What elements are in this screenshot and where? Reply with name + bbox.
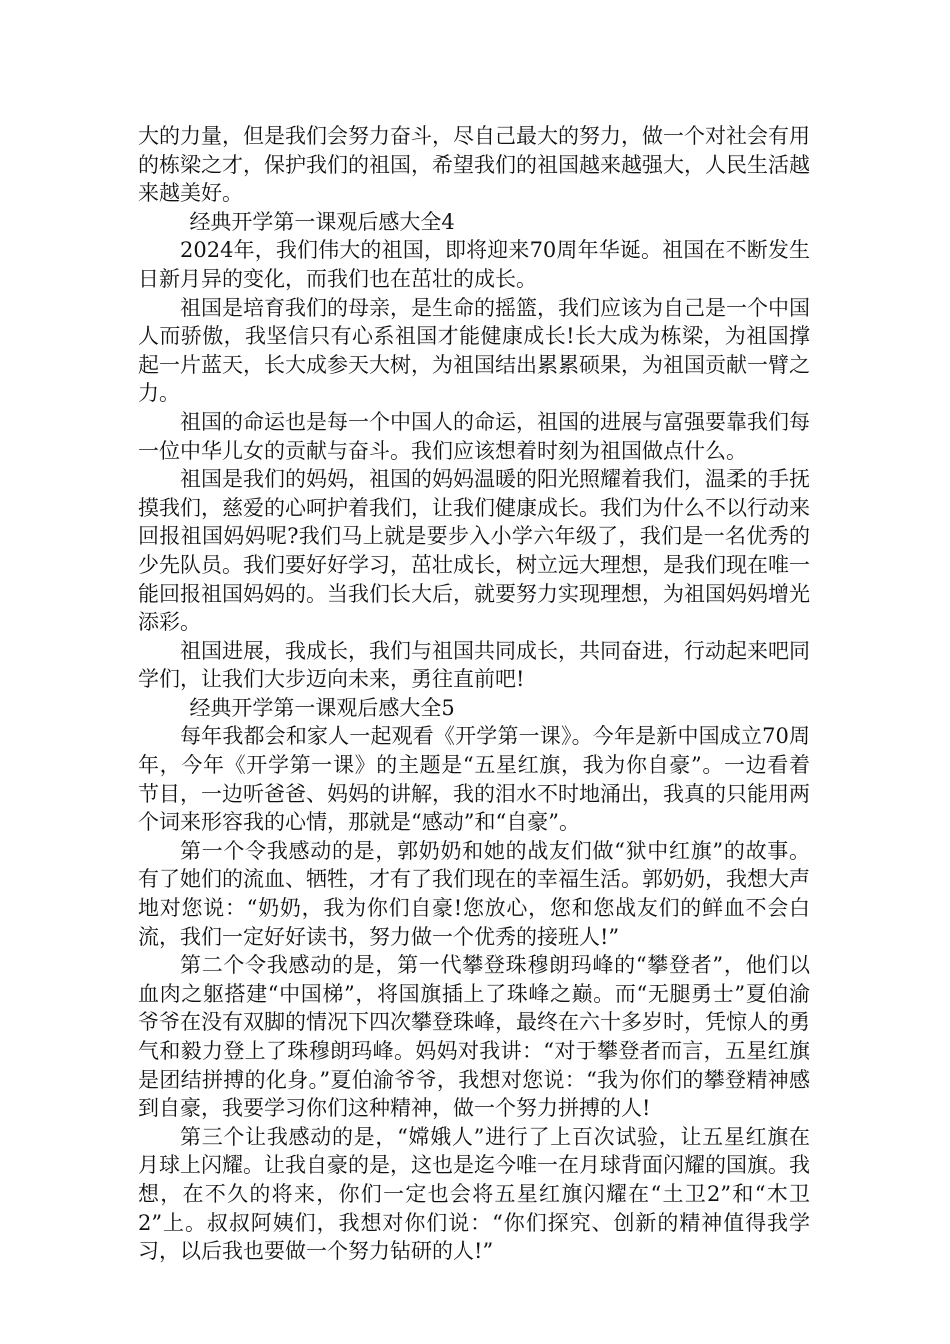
body-paragraph: 祖国是我们的妈妈，祖国的妈妈温暖的阳光照耀着我们，温柔的手抚摸我们，慈爱的心呵护着我们，让我们健康成长。我们为什么不以行动来回报祖国妈妈呢?我们马上就是要步入小学六年级了，我们是一名优秀的少先队员。我们要好好学习，茁壮成长，树立远大理想，是我们现在唯一能回报祖国妈妈的。当我们长大后，就要努力实现理想，为祖国妈妈增光添彩。 [138,467,810,635]
body-paragraph: 第一个令我感动的是，郭奶奶和她的战友们做“狱中红旗”的故事。有了她们的流血、牺牲，才有了我们现在的幸福生活。郭奶奶，我想大声地对您说：“奶奶，我为你们自豪!您放心，您和您战友们的鲜血不会白流，我们一定好好读书，努力做一个优秀的接班人!” [138,838,810,949]
section-heading-4: 经典开学第一课观后感大全4 [189,209,455,234]
document-page [138,122,810,1266]
body-paragraph: 第三个让我感动的是，“嫦娥人”进行了上百次试验，让五星红旗在月球上闪耀。让我自豪的是，这也是迄今唯一在月球背面闪耀的国旗。我想，在不久的将来，你们一定也会将五星红旗闪耀在“土卫2”和“木卫2”上。叔叔阿姨们，我想对你们说：“你们探究、创新的精神值得我学习，以后我也要做一个努力钻研的人!” [138,1124,810,1264]
body-paragraph: 祖国的命运也是每一个中国人的命运，祖国的进展与富强要靠我们每一位中华儿女的贡献与奋斗。我们应该想着时刻为祖国做点什么。 [138,409,810,463]
body-paragraph: 第二个令我感动的是，第一代攀登珠穆朗玛峰的“攀登者”，他们以血肉之躯搭建“中国梯”，将国旗插上了珠峰之巅。而“无腿勇士”夏伯渝爷爷在没有双脚的情况下四次攀登珠峰，最终在六十多岁时，凭惊人的勇气和毅力登上了珠穆朗玛峰。妈妈对我讲：“对于攀登者而言，五星红旗是团结拼搏的化身。”夏伯渝爷爷，我想对您说：“我为你们的攀登精神感到自豪，我要学习你们这种精神，做一个努力拼搏的人! [138,953,810,1121]
body-paragraph: 祖国是培育我们的母亲，是生命的摇篮，我们应该为自己是一个中国人而骄傲，我坚信只有心系祖国才能健康成长!长大成为栋梁，为祖国撑起一片蓝天，长大成参天大树，为祖国结出累累硕果，为祖国贡献一臂之力。 [138,295,810,406]
body-paragraph: 每年我都会和家人一起观看《开学第一课》。今年是新中国成立70周年，今年《开学第一课》的主题是“五星红旗，我为你自豪”。一边看着节目，一边听爸爸、妈妈的讲解，我的泪水不时地涌出，我真的只能用两个词来形容我的心情，那就是“感动”和“自豪”。 [138,724,810,835]
body-paragraph: 祖国进展，我成长，我们与祖国共同成长，共同奋进，行动起来吧同学们，让我们大步迈向未来，勇往直前吧! [138,638,810,692]
paragraph-continued: 大的力量，但是我们会努力奋斗，尽自己最大的努力，做一个对社会有用的栋梁之才，保护我们的祖国，希望我们的祖国越来越强大，人民生活越来越美好。 [138,124,810,206]
body-paragraph: 2024年，我们伟大的祖国，即将迎来70周年华诞。祖国在不断发生日新月异的变化，而我们也在茁壮的成长。 [138,238,810,291]
section-heading-5: 经典开学第一课观后感大全5 [189,695,455,720]
